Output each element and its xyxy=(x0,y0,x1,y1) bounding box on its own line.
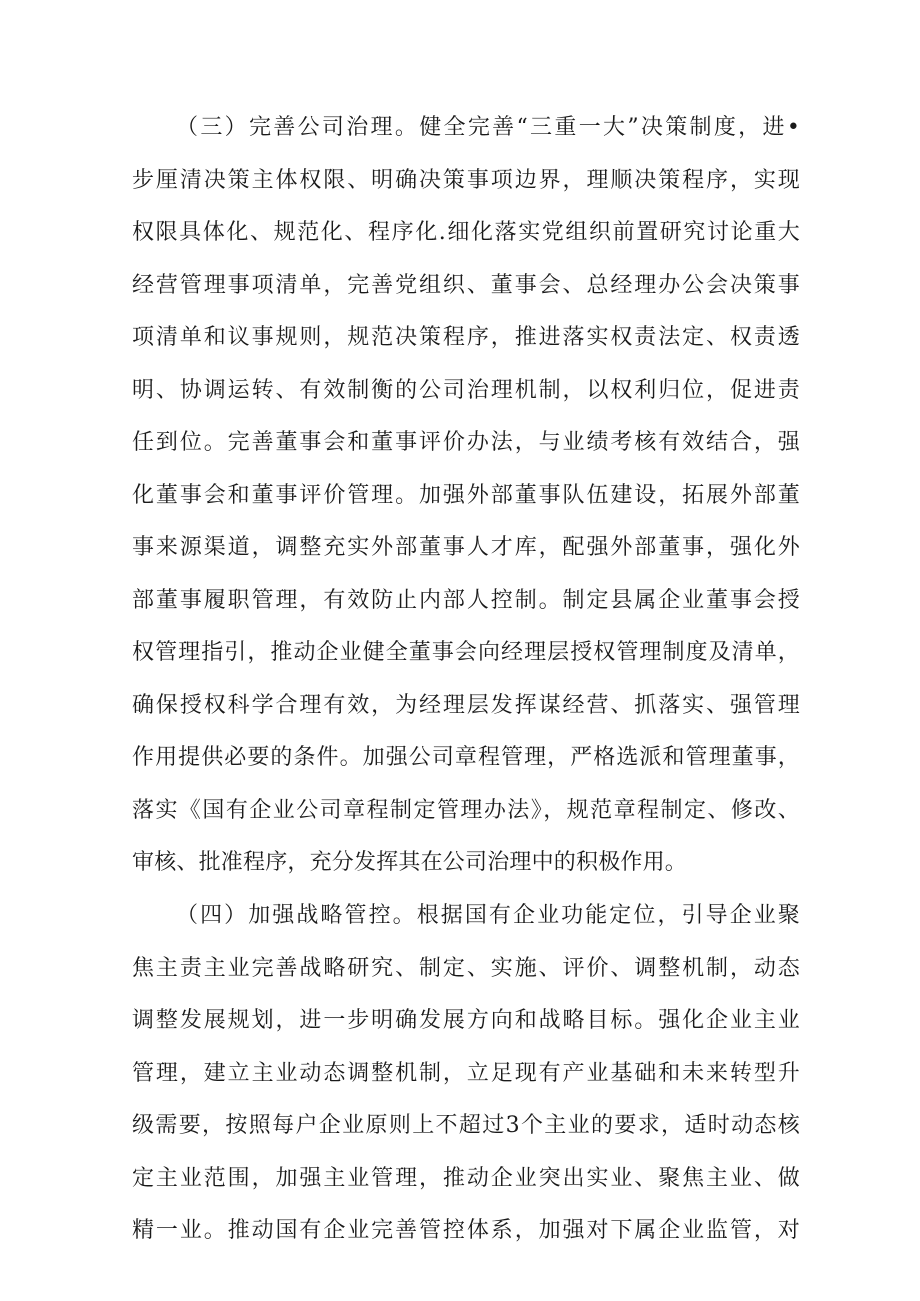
text-line: 级需要，按照每户企业原则上不超过3个主业的要求，适时动态核 xyxy=(132,1113,800,1138)
text-line: 确保授权科学合理有效，为经理层发挥谋经营、抓落实、强管理 xyxy=(132,693,800,718)
text-line: 焦主责主业完善战略研究、制定、实施、评价、调整机制，动态 xyxy=(132,956,800,981)
text-line: 权管理指引，推动企业健全董事会向经理层授权管理制度及清单， xyxy=(132,640,800,665)
text-line: 项清单和议事规则，规范决策程序，推进落实权责法定、权责透 xyxy=(132,325,800,350)
text-line: 步厘清决策主体权限、明确决策事项边界，理顺决策程序，实现 xyxy=(132,168,800,193)
text-line: 作用提供必要的条件。加强公司章程管理，严格选派和管理董事， xyxy=(132,745,800,770)
text-line: 权限具体化、规范化、程序化.细化落实党组织前置研究讨论重大 xyxy=(132,220,800,245)
text-line: 精一业。推动国有企业完善管控体系，加强对下属企业监管，对 xyxy=(132,1218,800,1243)
text-line: 经营管理事项清单，完善党组织、董事会、总经理办公会决策事 xyxy=(132,273,800,298)
text-line: （三）完善公司治理。健全完善“三重一大”决策制度，进• xyxy=(176,115,800,140)
text-line: 化董事会和董事评价管理。加强外部董事队伍建设，拓展外部董 xyxy=(132,483,800,508)
text-line: 定主业范围，加强主业管理，推动企业突出实业、聚焦主业、做 xyxy=(132,1166,800,1191)
text-line: 审核、批准程序，充分发挥其在公司治理中的积极作用。 xyxy=(132,850,688,875)
text-line: 落实《国有企业公司章程制定管理办法》，规范章程制定、修改、 xyxy=(132,798,800,823)
text-line: 调整发展规划，进一步明确发展方向和战略目标。强化企业主业 xyxy=(132,1008,800,1033)
text-line: 部董事履职管理，有效防止内部人控制。制定县属企业董事会授 xyxy=(132,588,800,613)
text-line: 管理，建立主业动态调整机制，立足现有产业基础和未来转型升 xyxy=(132,1061,800,1086)
text-line: 明、协调运转、有效制衡的公司治理机制，以权利归位，促进责 xyxy=(132,378,800,403)
text-line: 事来源渠道，调整充实外部董事人才库，配强外部董事，强化外 xyxy=(132,535,800,560)
text-line: （四）加强战略管控。根据国有企业功能定位，引导企业聚 xyxy=(176,903,800,928)
text-line: 任到位。完善董事会和董事评价办法，与业绩考核有效结合，强 xyxy=(132,430,800,455)
